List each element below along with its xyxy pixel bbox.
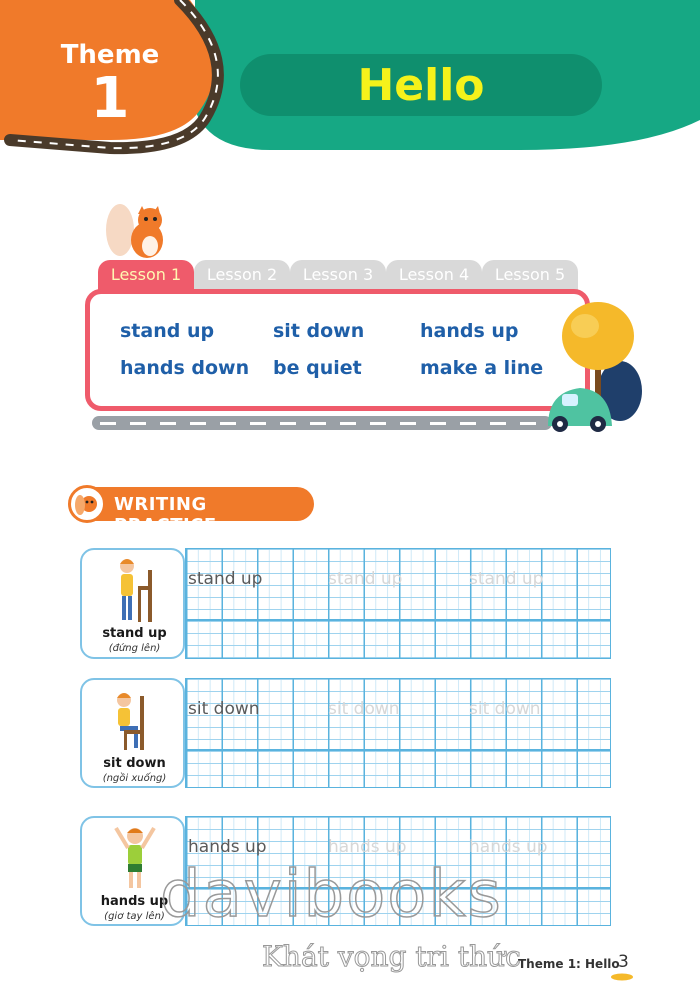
writing-grid[interactable] bbox=[185, 548, 611, 659]
practice-row bbox=[80, 678, 611, 788]
vocabulary-box bbox=[85, 289, 590, 411]
tab-lesson-2[interactable]: Lesson 2 bbox=[194, 260, 290, 290]
leaf-icon bbox=[610, 972, 634, 982]
vocab-item: hands up bbox=[420, 320, 519, 342]
trace-word: sit down bbox=[188, 699, 260, 719]
picture-label: hands up bbox=[100, 894, 169, 909]
road-decoration bbox=[92, 416, 552, 430]
picture-card bbox=[80, 548, 185, 659]
writing-practice-heading bbox=[68, 485, 316, 536]
tab-lesson-5[interactable]: Lesson 5 bbox=[482, 260, 578, 290]
boy-hands-up-icon bbox=[110, 822, 160, 892]
watermark-slogan: Khát vọng tri thức bbox=[262, 940, 521, 973]
picture-label: sit down bbox=[103, 756, 166, 771]
trace-word: stand up bbox=[188, 569, 263, 589]
picture-translation: (đứng lên) bbox=[108, 643, 161, 654]
tab-lesson-3[interactable]: Lesson 3 bbox=[290, 260, 386, 290]
vocab-item: make a line bbox=[420, 357, 544, 379]
picture-label: stand up bbox=[102, 626, 167, 641]
vocab-item: stand up bbox=[120, 320, 215, 342]
trace-word: sit down bbox=[469, 699, 541, 719]
vocab-item: hands down bbox=[120, 357, 250, 379]
tree-car-icon bbox=[540, 296, 650, 434]
picture-translation: (ngồi xuống) bbox=[102, 773, 167, 784]
squirrel-icon bbox=[68, 485, 106, 523]
theme-label: Theme bbox=[60, 40, 160, 70]
picture-translation: (giơ tay lên) bbox=[104, 911, 165, 922]
page-title: Hello bbox=[357, 59, 485, 111]
trace-word: stand up bbox=[469, 569, 544, 589]
writing-grid[interactable] bbox=[185, 678, 611, 788]
vocab-item: sit down bbox=[273, 320, 365, 342]
squirrel-icon bbox=[102, 200, 172, 262]
writing-practice-title: WRITING PRACTICE bbox=[114, 494, 217, 536]
trace-word: hands up bbox=[188, 837, 267, 857]
girl-sitting-icon bbox=[110, 690, 158, 752]
picture-card bbox=[80, 678, 185, 788]
practice-row bbox=[80, 548, 611, 659]
page-number: 3 bbox=[618, 952, 629, 972]
tab-lesson-4[interactable]: Lesson 4 bbox=[386, 260, 482, 290]
lesson-tabs bbox=[98, 260, 578, 290]
footer-theme-title: Theme 1: Hello bbox=[518, 957, 620, 971]
trace-word: hands up bbox=[328, 837, 407, 857]
title-pill bbox=[240, 54, 602, 116]
tab-lesson-1[interactable]: Lesson 1 bbox=[98, 260, 194, 290]
trace-word: stand up bbox=[328, 569, 403, 589]
theme-badge bbox=[30, 40, 190, 131]
trace-word: hands up bbox=[469, 837, 548, 857]
vocab-item: be quiet bbox=[273, 357, 362, 379]
girl-standing-icon bbox=[112, 556, 157, 626]
theme-number: 1 bbox=[90, 66, 130, 131]
trace-word: sit down bbox=[328, 699, 400, 719]
watermark-brand: davibooks bbox=[160, 858, 503, 932]
